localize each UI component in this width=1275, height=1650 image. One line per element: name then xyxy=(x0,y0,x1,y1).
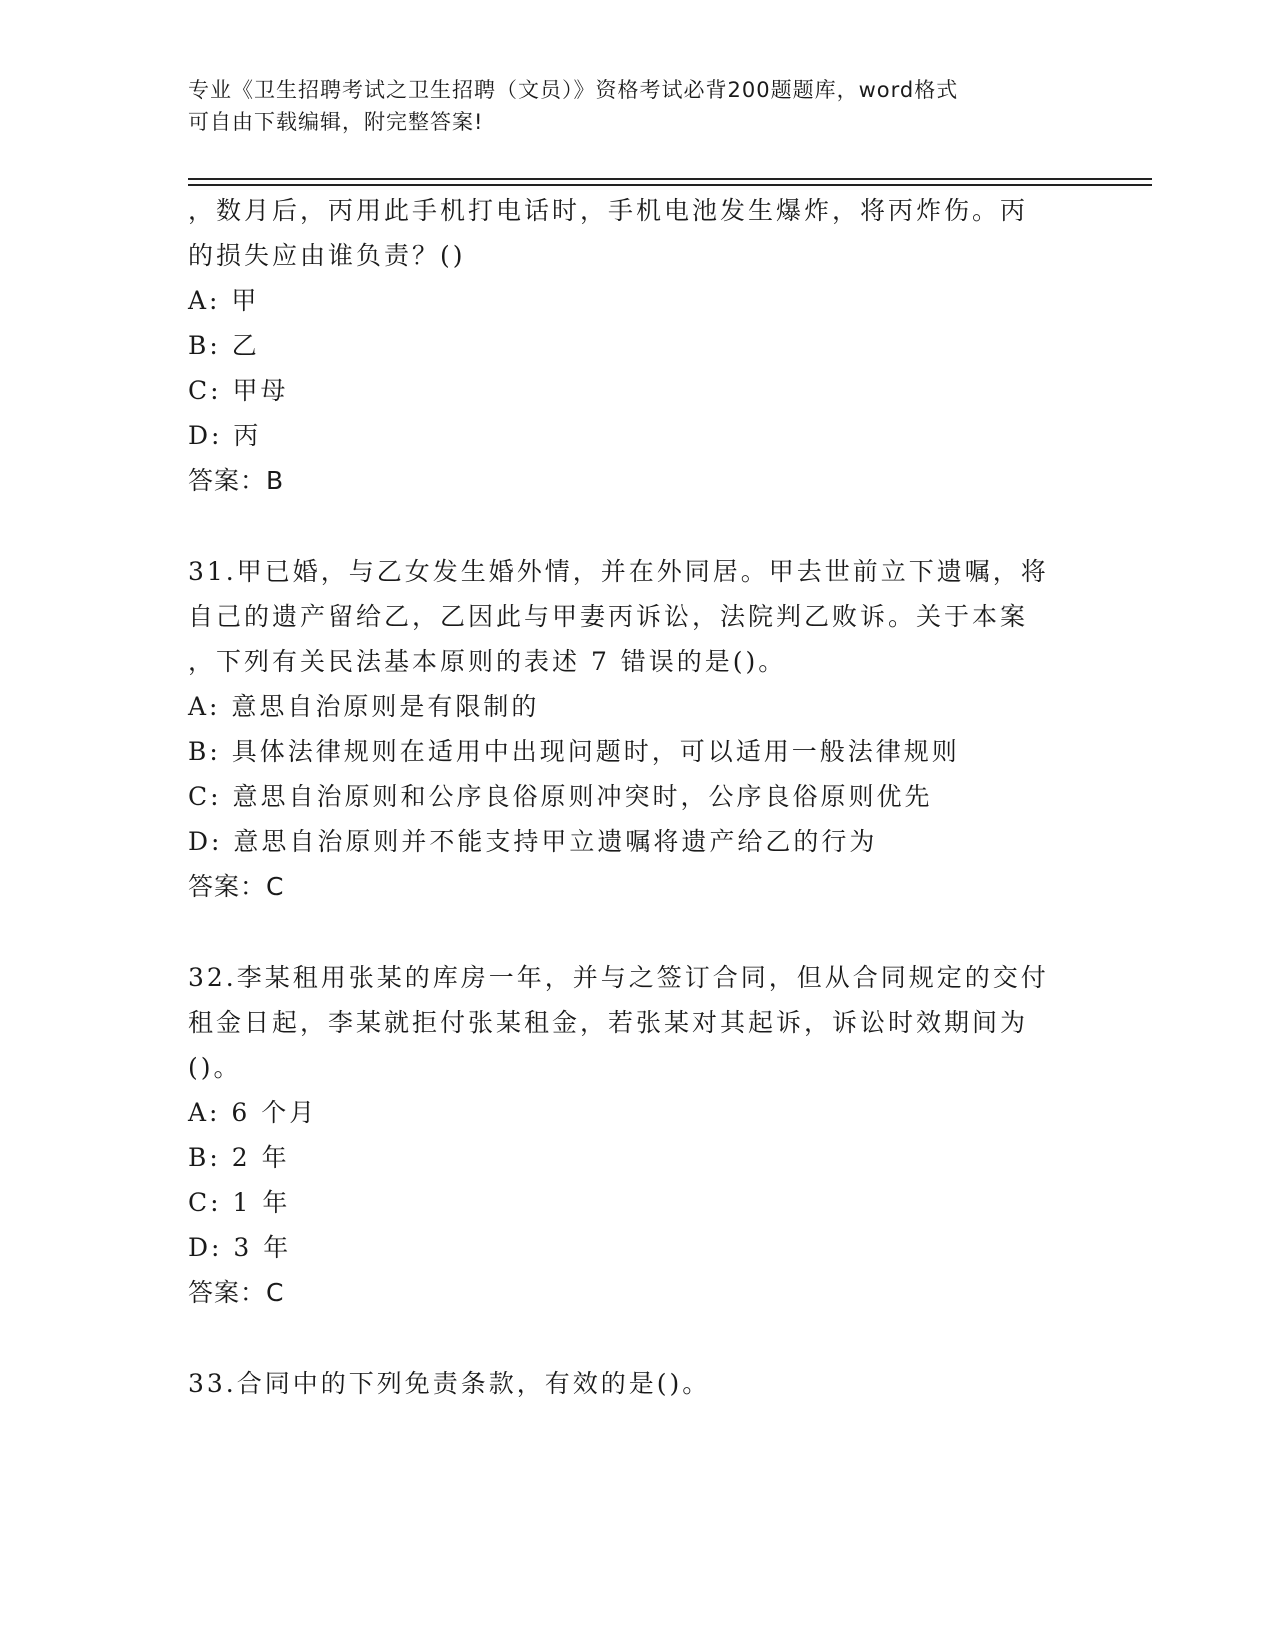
question-stem-line: 的损失应由谁负责？() xyxy=(188,241,466,270)
answer-label: 答案：B xyxy=(188,466,285,495)
question-stem-line: 自己的遗产留给乙，乙因此与甲妻丙诉讼，法院判乙败诉。关于本案 xyxy=(188,602,1029,631)
option-d: D: 丙 xyxy=(188,421,262,450)
question-stem-line: 租金日起，李某就拒付张某租金，若张某对其起诉，诉讼时效期间为 xyxy=(188,1008,1029,1037)
question-stem-line: ，下列有关民法基本原则的表述 7 错误的是()。 xyxy=(188,647,787,676)
option-c: C: 1 年 xyxy=(188,1188,291,1217)
question-list xyxy=(188,188,1088,1406)
option-a: A: 6 个月 xyxy=(188,1098,318,1127)
option-c: C: 甲母 xyxy=(188,376,289,405)
option-b: B: 乙 xyxy=(188,331,260,360)
header-title-line-2: 可自由下载编辑，附完整答案! xyxy=(188,110,484,134)
header-divider-bottom xyxy=(188,184,1152,186)
option-b: B: 具体法律规则在适用中出现问题时，可以适用一般法律规则 xyxy=(188,737,960,766)
question-32 xyxy=(188,955,1088,1315)
option-b: B: 2 年 xyxy=(188,1143,290,1172)
spacer xyxy=(188,1315,1088,1361)
spacer xyxy=(188,503,1088,549)
question-stem-line: 32.李某租用张某的库房一年，并与之签订合同，但从合同规定的交付 xyxy=(188,963,1049,992)
header-divider-top xyxy=(188,178,1152,180)
question-stem-line: 31.甲已婚，与乙女发生婚外情，并在外同居。甲去世前立下遗嘱，将 xyxy=(188,557,1049,586)
question-30 xyxy=(188,188,1088,503)
question-stem-line: 33.合同中的下列免责条款，有效的是()。 xyxy=(188,1369,711,1398)
option-c: C: 意思自治原则和公序良俗原则冲突时，公序良俗原则优先 xyxy=(188,782,933,811)
question-stem-line: ，数月后，丙用此手机打电话时，手机电池发生爆炸，将丙炸伤。丙 xyxy=(188,196,1029,225)
question-31 xyxy=(188,549,1088,909)
question-33 xyxy=(188,1361,1088,1406)
option-d: D: 意思自治原则并不能支持甲立遗嘱将遗产给乙的行为 xyxy=(188,827,878,856)
option-a: A: 甲 xyxy=(188,286,260,315)
question-stem-line: ()。 xyxy=(188,1053,242,1082)
option-a: A: 意思自治原则是有限制的 xyxy=(188,692,540,721)
option-d: D: 3 年 xyxy=(188,1233,292,1262)
answer-label: 答案：C xyxy=(188,1278,285,1307)
spacer xyxy=(188,909,1088,955)
answer-label: 答案：C xyxy=(188,872,285,901)
document-header xyxy=(188,74,1088,138)
header-title-line-1: 专业《卫生招聘考试之卫生招聘（文员）》资格考试必背200题题库，word格式 xyxy=(188,78,959,102)
